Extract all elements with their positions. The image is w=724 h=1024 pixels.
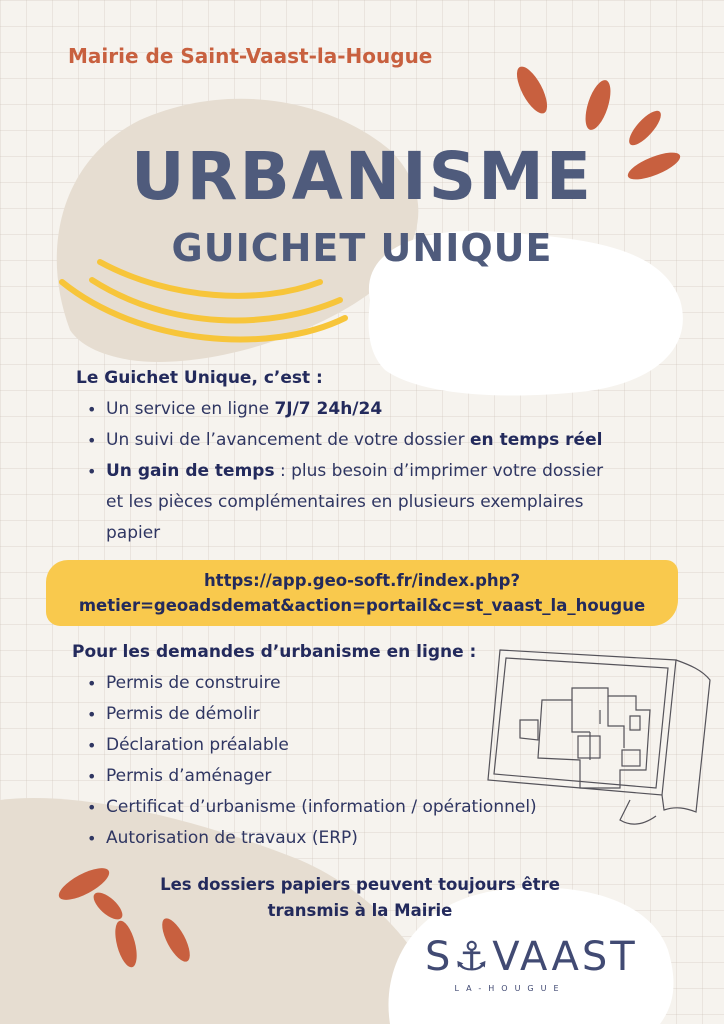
- requests-heading: Pour les demandes d’urbanisme en ligne :: [72, 642, 477, 662]
- floor-plan-illustration: [480, 640, 716, 830]
- organization-name: Mairie de Saint-Vaast-la-Hougue: [68, 44, 433, 68]
- town-logo: S⚓VAAST: [425, 934, 638, 980]
- list-item: • Permis de démolir: [86, 699, 537, 730]
- list-item: • Autorisation de travaux (ERP): [86, 823, 537, 854]
- list-item: • Permis d’aménager: [86, 761, 537, 792]
- list-item: • Permis de construire: [86, 668, 537, 699]
- portal-link-line-2: metier=geoadsdemat&action=portail&c=st_vaast_la_hougue: [78, 596, 646, 615]
- intro-list: [86, 394, 603, 549]
- portal-link-line-1: https://app.geo-soft.fr/index.php?: [203, 571, 521, 590]
- list-item: • Déclaration préalable: [86, 730, 537, 761]
- list-item: • Un service en ligne 7J/7 24h/24: [86, 394, 603, 425]
- page-subtitle: GUICHET UNIQUE: [171, 226, 553, 270]
- list-item: • Un gain de temps : plus besoin d’imprimer votre dossier et les pièces complémentaires en plusieurs exemplaires papier: [86, 456, 603, 549]
- intro-heading: Le Guichet Unique, c’est :: [76, 368, 323, 388]
- list-item: • Un suivi de l’avancement de votre dossier en temps réel: [86, 425, 603, 456]
- town-logo-subtitle: LA-HOUGUE: [454, 984, 566, 993]
- page-title: URBANISME: [131, 138, 593, 215]
- list-item: • Certificat d’urbanisme (information / opérationnel): [86, 792, 537, 823]
- requests-list: [86, 668, 537, 854]
- footer-note: Les dossiers papiers peuvent toujours être transmis à la Mairie: [160, 875, 560, 920]
- portal-link[interactable]: [46, 560, 678, 626]
